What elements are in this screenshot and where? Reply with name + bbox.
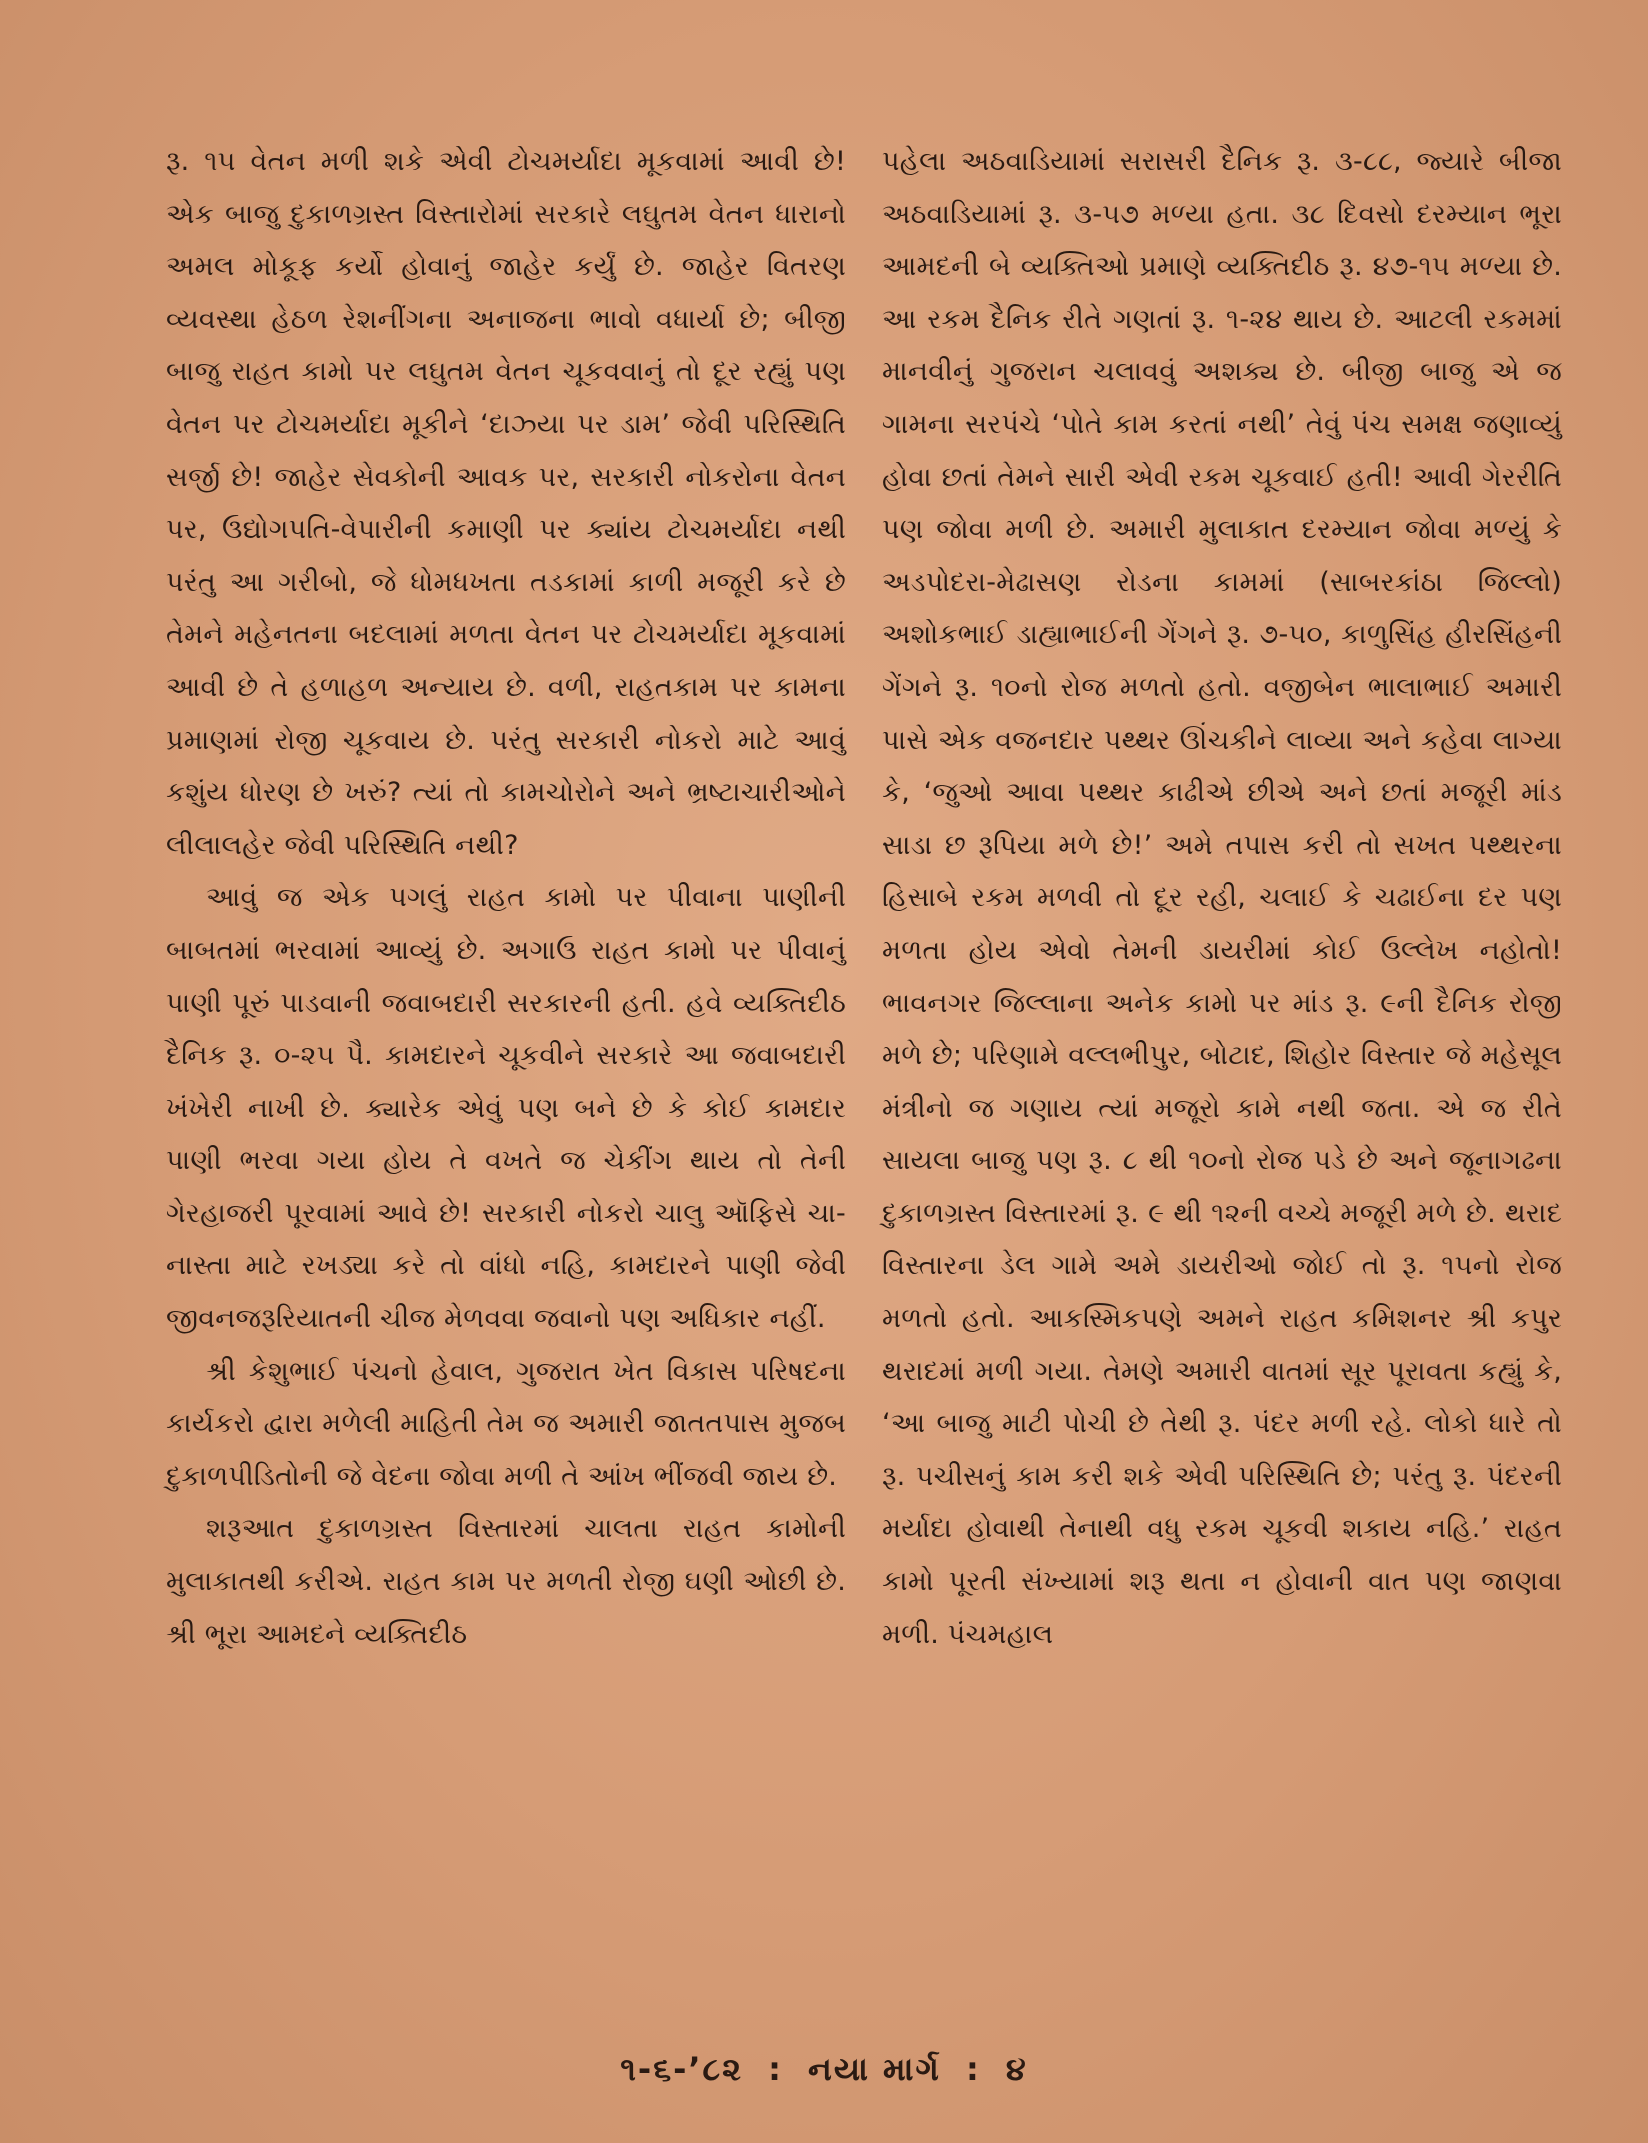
paragraph-drinking-water: આવું જ એક પગલું રાહત કામો પર પીવાના પાણીની બાબતમાં ભરવામાં આવ્યું છે. અગાઉ રાહત કામો પર પીવાનું પાણી પૂરું પાડવાની જવાબદારી સરકારની હતી. હવે વ્યક્તિદીઠ દૈનિક રૂ. ૦-૨૫ પૈ. કામદારને ચૂકવીને સરકારે આ જવાબદારી ખંખેરી નાખી છે. ક્યારેક એવું પણ બને છે કે કોઈ કામદાર પાણી ભરવા ગયા હોય તે વખતે જ ચેકીંગ થાય તો તેની ગેરહાજરી પૂરવામાં આવે છે! સરકારી નોકરો ચાલુ ઑફિસે ચા-નાસ્તા માટે રખડ્યા કરે તો વાંધો નહિ, કામદારને પાણી જેવી જીવનજરૂરિયાતની ચીજ મેળવવા જવાનો પણ અધિકાર નહીં.	[166, 882, 846, 1335]
footer-date: ૧-૬-’૮૨	[620, 2050, 743, 2088]
footer-page-number: ૪	[1005, 2050, 1028, 2088]
footer-separator-2: :	[965, 2050, 981, 2088]
page-footer	[0, 2050, 1648, 2089]
paragraph-report-sources: શ્રી કેશુભાઈ પંચનો હેવાલ, ગુજરાત ખેત વિકાસ પરિષદના કાર્યકરો દ્વારા મળેલી માહિતી તેમ જ અમારી જાતતપાસ મુજબ દુકાળપીડિતોની જે વેદના જોવા મળી તે આંખ ભીંજવી જાય છે.	[166, 1355, 846, 1492]
footer-publication-name: નયા માર્ગ	[808, 2050, 941, 2088]
right-text-column	[882, 136, 1562, 1661]
paragraph-relief-work-visit: શરૂઆત દુકાળગ્રસ્ત વિસ્તારમાં ચાલતા રાહત કામોની મુલાકાતથી કરીએ. રાહત કામ પર મળતી રોજી ઘણી ઓછી છે. શ્રી ભૂરા આમદને વ્યક્તિદીઠ	[166, 1513, 846, 1650]
footer-separator-1: :	[768, 2050, 783, 2088]
paragraph-wage-details: પહેલા અઠવાડિયામાં સરાસરી દૈનિક રૂ. ૩-૮૮, જ્યારે બીજા અઠવાડિયામાં રૂ. ૩-૫૭ મળ્યા હતા. ૩૮ દિવસો દરમ્યાન ભૂરા આમદની બે વ્યક્તિઓ પ્રમાણે વ્યક્તિદીઠ રૂ. ૪૭-૧૫ મળ્યા છે. આ રકમ દૈનિક રીતે ગણતાં રૂ. ૧-૨૪ થાય છે. આટલી રકમમાં માનવીનું ગુજરાન ચલાવવું અશક્ય છે. બીજી બાજુ એ જ ગામના સરપંચે ‘પોતે કામ કરતાં નથી’ તેવું પંચ સમક્ષ જણાવ્યું હોવા છતાં તેમને સારી એવી રકમ ચૂકવાઈ હતી! આવી ગેરરીતિ પણ જોવા મળી છે. અમારી મુલાકાત દરમ્યાન જોવા મળ્યું કે અડપોદરા-મેઢાસણ રોડના કામમાં (સાબરકાંઠા જિલ્લો) અશોકભાઈ ડાહ્યાભાઈની ગેંગને રૂ. ૭-૫૦, કાળુસિંહ હીરસિંહની ગેંગને રૂ. ૧૦નો રોજ મળતો હતો. વજીબેન ભાલાભાઈ અમારી પાસે એક વજનદાર પથ્થર ઊંચકીને લાવ્યા અને કહેવા લાગ્યા કે, ‘જુઓ આવા પથ્થર કાઢીએ છીએ અને છતાં મજૂરી માંડ સાડા છ રૂપિયા મળે છે!’ અમે તપાસ કરી તો સખત પથ્થરના હિસાબે રકમ મળવી તો દૂર રહી, ચલાઈ કે ચઢાઈના દર પણ મળતા હોય એવો તેમની ડાયરીમાં કોઈ ઉલ્લેખ નહોતો! ભાવનગર જિલ્લાના અનેક કામો પર માંડ રૂ. ૯ની દૈનિક રોજી મળે છે; પરિણામે વલ્લભીપુર, બોટાદ, શિહોર વિસ્તાર જે મહેસૂલ મંત્રીનો જ ગણાય ત્યાં મજૂરો કામે નથી જતા. એ જ રીતે સાયલા બાજુ પણ રૂ. ૮ થી ૧૦નો રોજ પડે છે અને જૂનાગઢના દુકાળગ્રસ્ત વિસ્તારમાં રૂ. ૯ થી ૧૨ની વચ્ચે મજૂરી મળે છે. થરાદ વિસ્તારના ડેલ ગામે અમે ડાયરીઓ જોઈ તો રૂ. ૧૫નો રોજ મળતો હતો. આકસ્મિકપણે અમને રાહત કમિશનર શ્રી કપુર થરાદમાં મળી ગયા. તેમણે અમારી વાતમાં સૂર પૂરાવતા કહ્યું કે, ‘આ બાજુ માટી પોચી છે તેથી રૂ. પંદર મળી રહે. લોકો ધારે તો રૂ. પચીસનું કામ કરી શકે એવી પરિસ્થિતિ છે; પરંતુ રૂ. પંદરની મર્યાદા હોવાથી તેનાથી વધુ રકમ ચૂકવી શકાય નહિ.’ રાહત કામો પૂરતી સંખ્યામાં શરૂ થતા ન હોવાની વાત પણ જાણવા મળી. પંચમહાલ	[882, 146, 1562, 1650]
paragraph-wage-ceiling: રૂ. ૧૫ વેતન મળી શકે એવી ટોચમર્યાદા મૂકવામાં આવી છે! એક બાજુ દુકાળગ્રસ્ત વિસ્તારોમાં સરકારે લઘુતમ વેતન ધારાનો અમલ મોકૂફ કર્યો હોવાનું જાહેર કર્યું છે. જાહેર વિતરણ વ્યવસ્થા હેઠળ રેશનીંગના અનાજના ભાવો વધાર્યા છે; બીજી બાજુ રાહત કામો પર લઘુતમ વેતન ચૂકવવાનું તો દૂર રહ્યું પણ વેતન પર ટોચમર્યાદા મૂકીને ‘દાઝ્યા પર ડામ’ જેવી પરિસ્થિતિ સર્જી છે! જાહેર સેવકોની આવક પર, સરકારી નોકરોના વેતન પર, ઉદ્યોગપતિ-વેપારીની કમાણી પર ક્યાંય ટોચમર્યાદા નથી પરંતુ આ ગરીબો, જે ધોમધખતા તડકામાં કાળી મજૂરી કરે છે તેમને મહેનતના બદલામાં મળતા વેતન પર ટોચમર્યાદા મૂકવામાં આવી છે તે હળાહળ અન્યાય છે. વળી, રાહતકામ પર કામના પ્રમાણમાં રોજી ચૂકવાય છે. પરંતુ સરકારી નોકરો માટે આવું કશુંય ધોરણ છે ખરું? ત્યાં તો કામચોરોને અને ભ્રષ્ટાચારીઓને લીલાલહેર જેવી પરિસ્થિતિ નથી?	[166, 146, 846, 861]
left-text-column	[166, 136, 846, 1661]
